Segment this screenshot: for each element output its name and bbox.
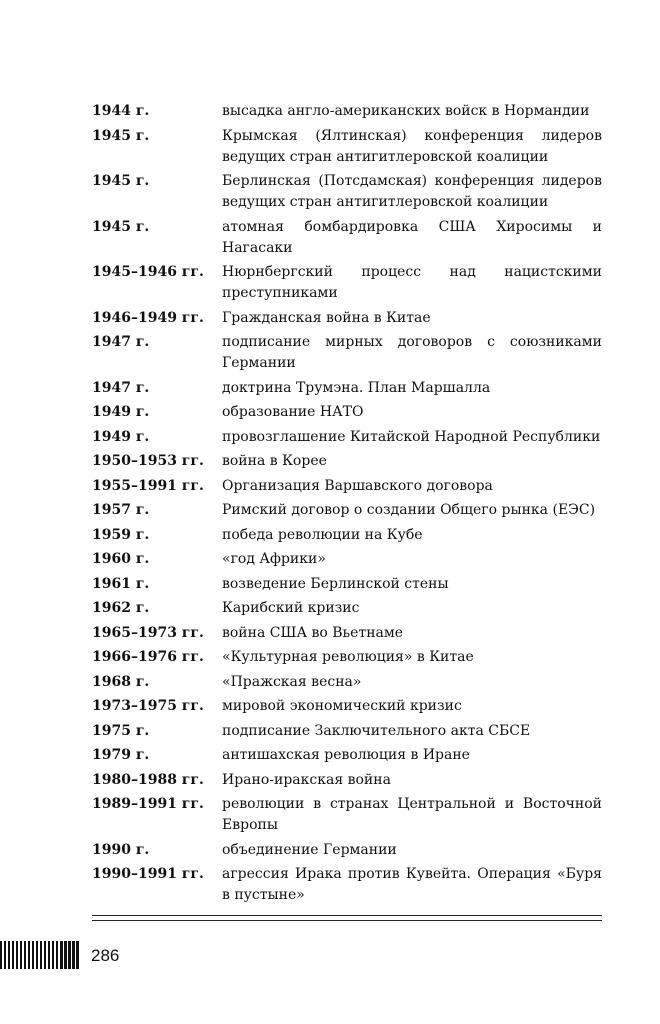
entry-date: 1966–1976 гг. (92, 649, 204, 665)
chronology-entry (92, 171, 602, 213)
chronology-entry (92, 840, 602, 861)
entry-event: Крымская (Ялтинская) конференция лидеров ведущих стран антигитлеровской коалиции (222, 127, 602, 165)
chronology-entry (92, 476, 602, 497)
entry-event: подписание мирных договоров с союзниками Германии (222, 334, 602, 371)
entry-date: 1968 г. (92, 673, 150, 690)
entry-event: победа революции на Кубе (222, 526, 423, 543)
chronology-entry (92, 721, 602, 742)
entry-event: возведение Берлинской стены (222, 575, 449, 592)
chronology-table (92, 101, 602, 910)
entry-date: 1944 г. (92, 103, 150, 119)
entry-event: «Пражская весна» (222, 673, 362, 690)
chronology-entry (92, 378, 602, 399)
entry-date: 1975 г. (92, 722, 150, 739)
entry-event: Карибский кризис (222, 600, 360, 616)
entry-event: война в Корее (222, 453, 327, 469)
entry-event: подписание Заключительного акта СБСЕ (222, 722, 531, 739)
entry-date: 1957 г. (92, 502, 150, 518)
chronology-entry (92, 794, 602, 836)
chronology-entry (92, 672, 602, 693)
chronology-entry (92, 402, 602, 423)
chronology-entry (92, 598, 602, 619)
chronology-entry (92, 696, 602, 717)
chronology-entry (92, 451, 602, 472)
entry-date: 1949 г. (92, 428, 150, 445)
chronology-entry (92, 647, 602, 668)
entry-date: 1950–1953 гг. (92, 453, 204, 469)
entry-date: 1945–1946 гг. (92, 264, 204, 280)
entry-event: высадка англо-американских войск в Нормандии (222, 103, 590, 119)
entry-date: 1973–1975 гг. (92, 698, 204, 714)
entry-date: 1955–1991 гг. (92, 477, 204, 494)
entry-event: агрессия Ирака против Кувейта. Операция «Буря в пустыне» (222, 866, 602, 903)
entry-date: 1946–1949 гг. (92, 309, 204, 326)
entry-event: мировой экономический кризис (222, 698, 462, 714)
entry-date: 1990–1991 гг. (92, 866, 204, 882)
entry-event: Гражданская война в Китае (222, 309, 431, 326)
chronology-entry (92, 262, 602, 304)
entry-date: 1949 г. (92, 404, 150, 420)
chronology-entry (92, 101, 602, 122)
entry-date: 1960 г. (92, 551, 150, 567)
entry-date: 1945 г. (92, 218, 150, 235)
chronology-entry (92, 308, 602, 329)
entry-date: 1961 г. (92, 575, 150, 592)
chronology-entry (92, 427, 602, 448)
entry-event: атомная бомбардировка США Хиросимы и Нагасаки (222, 218, 602, 256)
entry-event: война США во Вьетнаме (222, 624, 404, 641)
entry-date: 1947 г. (92, 379, 150, 396)
chronology-entry (92, 332, 602, 374)
entry-date: 1947 г. (92, 334, 150, 350)
entry-event: объединение Германии (222, 841, 397, 858)
entry-event: провозглашение Китайской Народной Республики (222, 428, 601, 445)
entry-date: 1990 г. (92, 841, 150, 858)
entry-date: 1980–1988 гг. (92, 771, 204, 788)
page-marker-dense-stripes (60, 941, 80, 969)
entry-date: 1979 г. (92, 747, 150, 763)
footer-divider (92, 915, 602, 916)
entry-event: «Культурная революция» в Китае (222, 649, 474, 665)
entry-event: антишахская революция в Иране (222, 747, 470, 763)
chronology-entry (92, 217, 602, 259)
chronology-entry (92, 574, 602, 595)
chronology-entry (92, 745, 602, 766)
chronology-entry (92, 549, 602, 570)
entry-date: 1965–1973 гг. (92, 624, 204, 641)
entry-event: Римский договор о создании Общего рынка (ЕЭС) (222, 502, 596, 518)
chronology-entry (92, 525, 602, 546)
entry-event: революции в странах Центральной и Восточной Европы (222, 796, 602, 833)
entry-date: 1989–1991 гг. (92, 796, 204, 812)
chronology-entry (92, 864, 602, 906)
chronology-entry (92, 126, 602, 168)
entry-event: «год Африки» (222, 551, 326, 567)
entry-date: 1945 г. (92, 127, 150, 144)
entry-date: 1959 г. (92, 526, 150, 543)
entry-event: образование НАТО (222, 404, 364, 420)
chronology-entry (92, 770, 602, 791)
entry-event: Берлинская (Потсдамская) конференция лидеров ведущих стран антигитлеровской коалиции (222, 173, 602, 210)
entry-date: 1945 г. (92, 173, 150, 189)
entry-event: Организация Варшавского договора (222, 477, 493, 494)
entry-date: 1962 г. (92, 600, 150, 616)
footer-divider (92, 920, 602, 921)
entry-event: Нюрнбергский процесс над нацистскими преступниками (222, 264, 602, 301)
chronology-entry (92, 623, 602, 644)
entry-event: доктрина Трумэна. План Маршалла (222, 379, 491, 396)
chronology-entry (92, 500, 602, 521)
page-number: 286 (91, 946, 120, 965)
entry-event: Ирано-иракская война (222, 771, 391, 788)
